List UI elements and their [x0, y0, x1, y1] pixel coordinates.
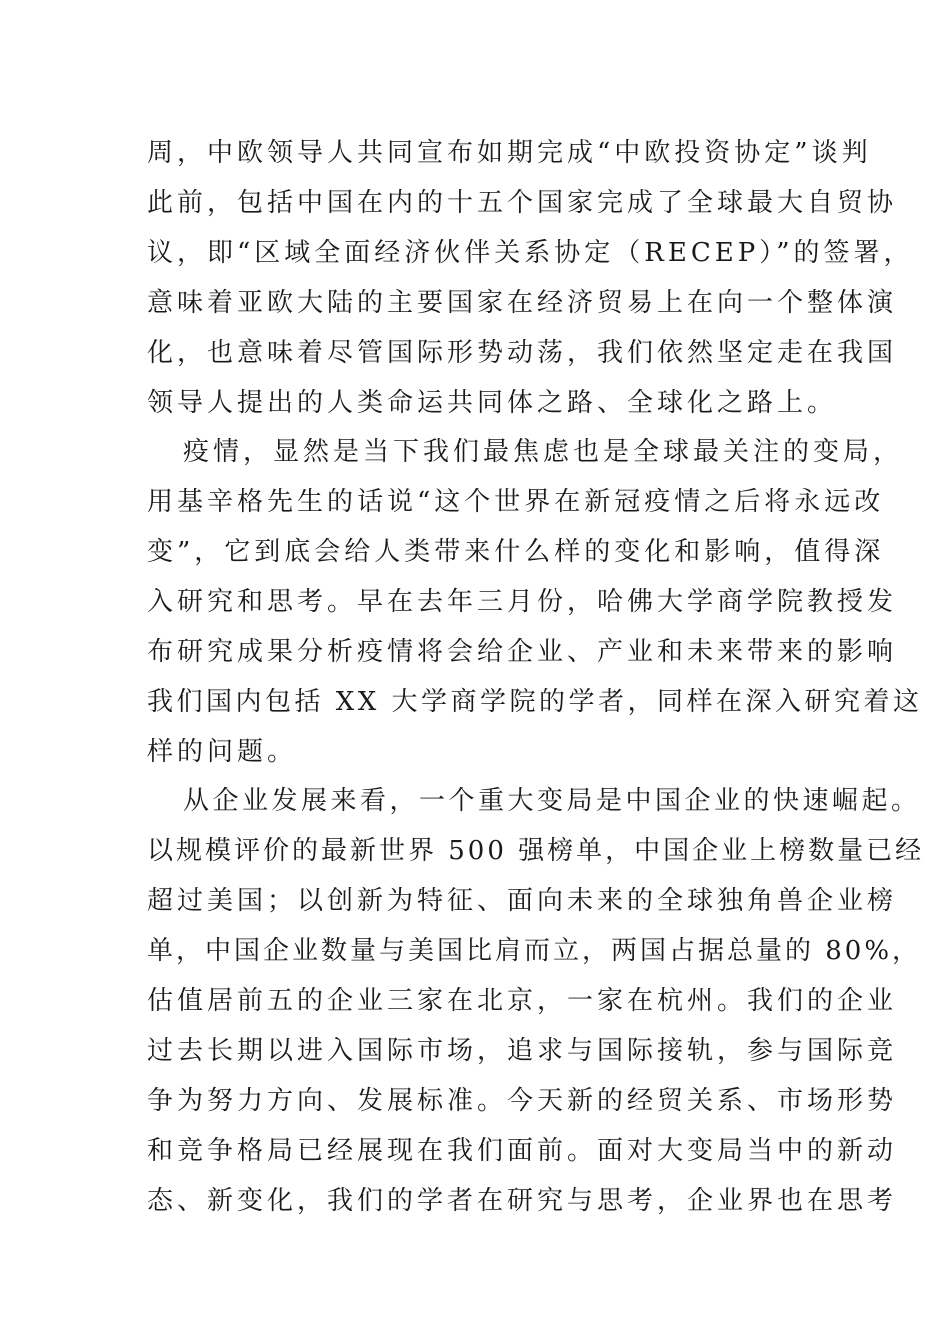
- text-line: 变”，它到底会给人类带来什么样的变化和影响，值得深: [147, 537, 885, 567]
- text-line: 我们国内包括 XX 大学商学院的学者，同样在深入研究着这: [147, 687, 923, 717]
- text-line: 单，中国企业数量与美国比肩而立，两国占据总量的 80%，: [147, 936, 922, 966]
- text-line: 估值居前五的企业三家在北京，一家在杭州。我们的企业: [147, 986, 898, 1016]
- text-line: 样的问题。: [147, 737, 298, 767]
- text-line: 领导人提出的人类命运共同体之路、全球化之路上。: [147, 388, 838, 418]
- text-line: 和竞争格局已经展现在我们面前。面对大变局当中的新动: [147, 1136, 898, 1166]
- text-line: 用基辛格先生的话说“这个世界在新冠疫情之后将永远改: [147, 487, 885, 517]
- text-line: 意味着亚欧大陆的主要国家在经济贸易上在向一个整体演: [147, 288, 898, 318]
- text-line: 态、新变化，我们的学者在研究与思考，企业界也在思考: [147, 1186, 898, 1216]
- text-line: 超过美国；以创新为特征、面向未来的全球独角兽企业榜: [147, 886, 898, 916]
- text-line: 过去长期以进入国际市场，追求与国际接轨，参与国际竞: [147, 1036, 898, 1066]
- text-line: 以规模评价的最新世界 500 强榜单，中国企业上榜数量已经: [147, 836, 925, 866]
- text-line: 议，即“区域全面经济伙伴关系协定（RECEP）”的签署，: [147, 238, 914, 268]
- paragraph-first-line: 从企业发展来看，一个重大变局是中国企业的快速崛起。: [183, 786, 921, 816]
- text-line: 争为努力方向、发展标准。今天新的经贸关系、市场形势: [147, 1086, 898, 1116]
- paragraph-first-line: 疫情，显然是当下我们最焦虑也是全球最关注的变局，: [183, 437, 904, 467]
- text-line: 布研究成果分析疫情将会给企业、产业和未来带来的影响: [147, 637, 898, 667]
- text-line: 周，中欧领导人共同宣布如期完成“中欧投资协定”谈判: [147, 138, 872, 168]
- text-line: 化，也意味着尽管国际形势动荡，我们依然坚定走在我国: [147, 338, 898, 368]
- text-line: 入研究和思考。早在去年三月份，哈佛大学商学院教授发: [147, 587, 898, 617]
- text-line: 此前，包括中国在内的十五个国家完成了全球最大自贸协: [147, 188, 898, 218]
